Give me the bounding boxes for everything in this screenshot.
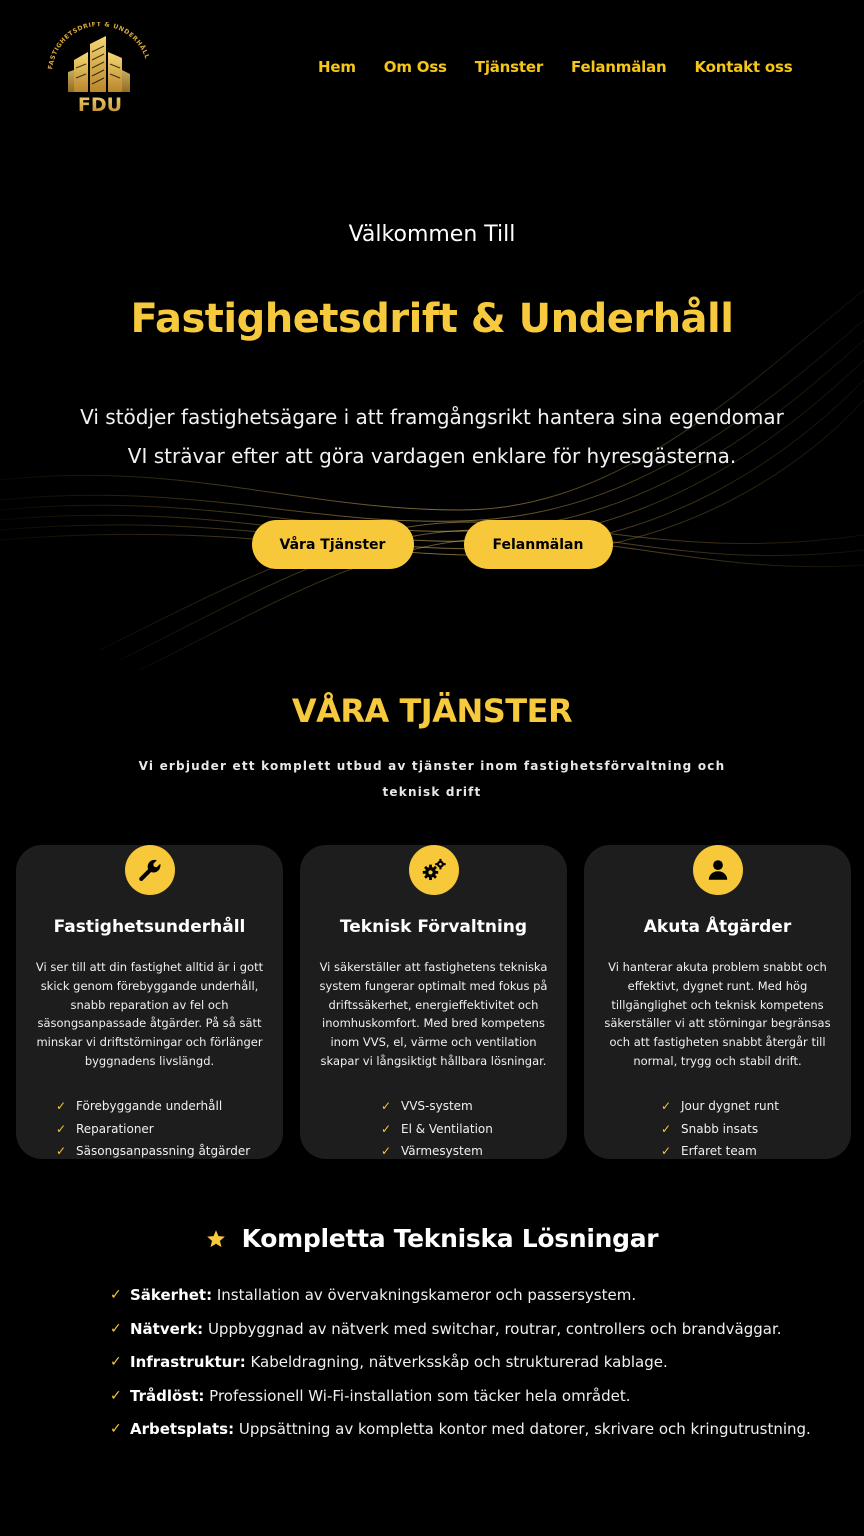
check-icon: ✓ (110, 1387, 122, 1404)
list-item (110, 1380, 811, 1414)
nav-item-kontakt[interactable]: Kontakt oss (694, 58, 793, 76)
hero-title: Fastighetsdrift & Underhåll (130, 296, 734, 342)
card-feature-list (381, 1095, 493, 1163)
list-item-label: Förebyggande underhåll (76, 1099, 223, 1113)
hero-line-2: VI strävar efter att göra vardagen enklare för hyresgästerna. (127, 444, 737, 468)
hero-buttons (0, 520, 864, 569)
check-icon: ✓ (661, 1144, 672, 1158)
user-icon (693, 845, 743, 895)
list-item (661, 1095, 779, 1118)
service-card-maintenance (16, 845, 283, 1159)
wrench-icon (125, 845, 175, 895)
check-icon: ✓ (110, 1287, 122, 1303)
nav-item-hem[interactable]: Hem (318, 58, 356, 76)
hero-subtitle (0, 398, 864, 476)
check-icon: ✓ (110, 1354, 122, 1370)
services-subtitle: Vi erbjuder ett komplett utbud av tjänster inom fastighetsförvaltning och teknisk drift (138, 759, 726, 799)
card-title: Fastighetsunderhåll (53, 917, 246, 937)
site-header (0, 0, 864, 140)
solution-label: Nätverk: (130, 1319, 204, 1338)
list-item (56, 1140, 250, 1163)
card-description: Vi säkerställer att fastighetens tekniska system fungerar optimalt med fokus på driftssäkerhet, energieffektivitet och inomhuskomfort. Med bred kompetens inom VVS, el, värme och ventilation skapar vi långsiktigt hållbara lösningar. (319, 960, 548, 1068)
hero-welcome: Välkommen Till (348, 222, 516, 247)
card-description: Vi hanterar akuta problem snabbt och effektivt, dygnet runt. Med hög tillgänglighet och teknisk kompetens säkerställer vi att störningar begränsas och att fastigheten snabbt återgår till normal, trygg och stabil drift. (604, 960, 831, 1068)
check-icon: ✓ (110, 1421, 122, 1437)
nav-item-tjanster[interactable]: Tjänster (474, 58, 544, 76)
list-item (110, 1279, 811, 1313)
service-card-emergency (584, 845, 851, 1159)
solution-label: Arbetsplats: (130, 1420, 235, 1438)
list-item (661, 1140, 779, 1163)
solution-label: Infrastruktur: (130, 1353, 246, 1371)
check-icon: ✓ (56, 1144, 67, 1158)
logo[interactable] (44, 22, 156, 116)
list-item-label: Snabb insats (681, 1121, 759, 1136)
svg-text:FASTIGHETSDRIFT & UNDERHÅLL: FASTIGHETSDRIFT & UNDERHÅLL (47, 22, 151, 70)
list-item (110, 1413, 811, 1447)
list-item (56, 1118, 250, 1141)
solutions-title: Kompletta Tekniska Lösningar (241, 1224, 659, 1253)
check-icon: ✓ (56, 1099, 67, 1113)
check-icon: ✓ (56, 1121, 67, 1136)
solution-text: Installation av övervakningskameror och passersystem. (212, 1286, 637, 1304)
list-item-label: El & Ventilation (401, 1121, 493, 1136)
check-icon: ✓ (381, 1121, 392, 1136)
list-item (56, 1095, 250, 1118)
card-feature-list (56, 1095, 250, 1163)
solutions-list (110, 1279, 811, 1447)
check-icon: ✓ (381, 1099, 392, 1113)
card-title: Akuta Åtgärder (643, 917, 792, 937)
solution-text: Professionell Wi-Fi-installation som täcker hela området. (204, 1386, 631, 1405)
hero-line-1: Vi stödjer fastighetsägare i att framgångsrikt hantera sina egendomar (80, 405, 784, 429)
check-icon: ✓ (661, 1099, 672, 1113)
list-item-label: Värmesystem (401, 1144, 483, 1158)
star-icon (206, 1229, 226, 1249)
solution-label: Trådlöst: (130, 1386, 205, 1405)
logo-text: FDU (77, 94, 123, 116)
check-icon: ✓ (381, 1144, 392, 1158)
list-item (381, 1140, 493, 1163)
solutions-header (0, 1224, 864, 1253)
main-nav (318, 58, 792, 76)
list-item-label: Jour dygnet runt (681, 1099, 779, 1113)
services-button[interactable]: Våra Tjänster (252, 520, 414, 569)
card-description: Vi ser till att din fastighet alltid är i gott skick genom förebyggande underhåll, snabb reparation av fel och säsongsanpassade åtgärder. På så sätt minskar vi driftstörningar och förlänger byggnadens livslängd. (35, 960, 264, 1068)
check-icon: ✓ (661, 1121, 672, 1136)
list-item (381, 1118, 493, 1141)
gears-icon (409, 845, 459, 895)
list-item-label: Erfaret team (681, 1144, 757, 1158)
building-logo-icon (44, 22, 156, 116)
report-fault-button[interactable]: Felanmälan (464, 520, 613, 569)
service-card-technical (300, 845, 567, 1159)
list-item (110, 1313, 811, 1347)
card-title: Teknisk Förvaltning (339, 917, 528, 937)
list-item (381, 1095, 493, 1118)
check-icon: ✓ (110, 1320, 122, 1337)
nav-item-om-oss[interactable]: Om Oss (383, 58, 447, 76)
solution-text: Uppbyggnad av nätverk med switchar, routrar, controllers och brandväggar. (203, 1319, 782, 1338)
list-item (661, 1118, 779, 1141)
solution-text: Kabeldragning, nätverksskåp och strukturerad kablage. (245, 1353, 668, 1371)
card-feature-list (661, 1095, 779, 1163)
list-item-label: Reparationer (76, 1121, 154, 1136)
list-item-label: VVS-system (401, 1099, 473, 1113)
list-item (110, 1346, 811, 1380)
solution-label: Säkerhet: (130, 1286, 213, 1304)
solution-text: Uppsättning av kompletta kontor med datorer, skrivare och kringutrustning. (234, 1420, 811, 1438)
nav-item-felanmalan[interactable]: Felanmälan (571, 58, 667, 76)
services-title: VÅRA TJÄNSTER (291, 692, 573, 730)
list-item-label: Säsongsanpassning åtgärder (76, 1144, 251, 1158)
